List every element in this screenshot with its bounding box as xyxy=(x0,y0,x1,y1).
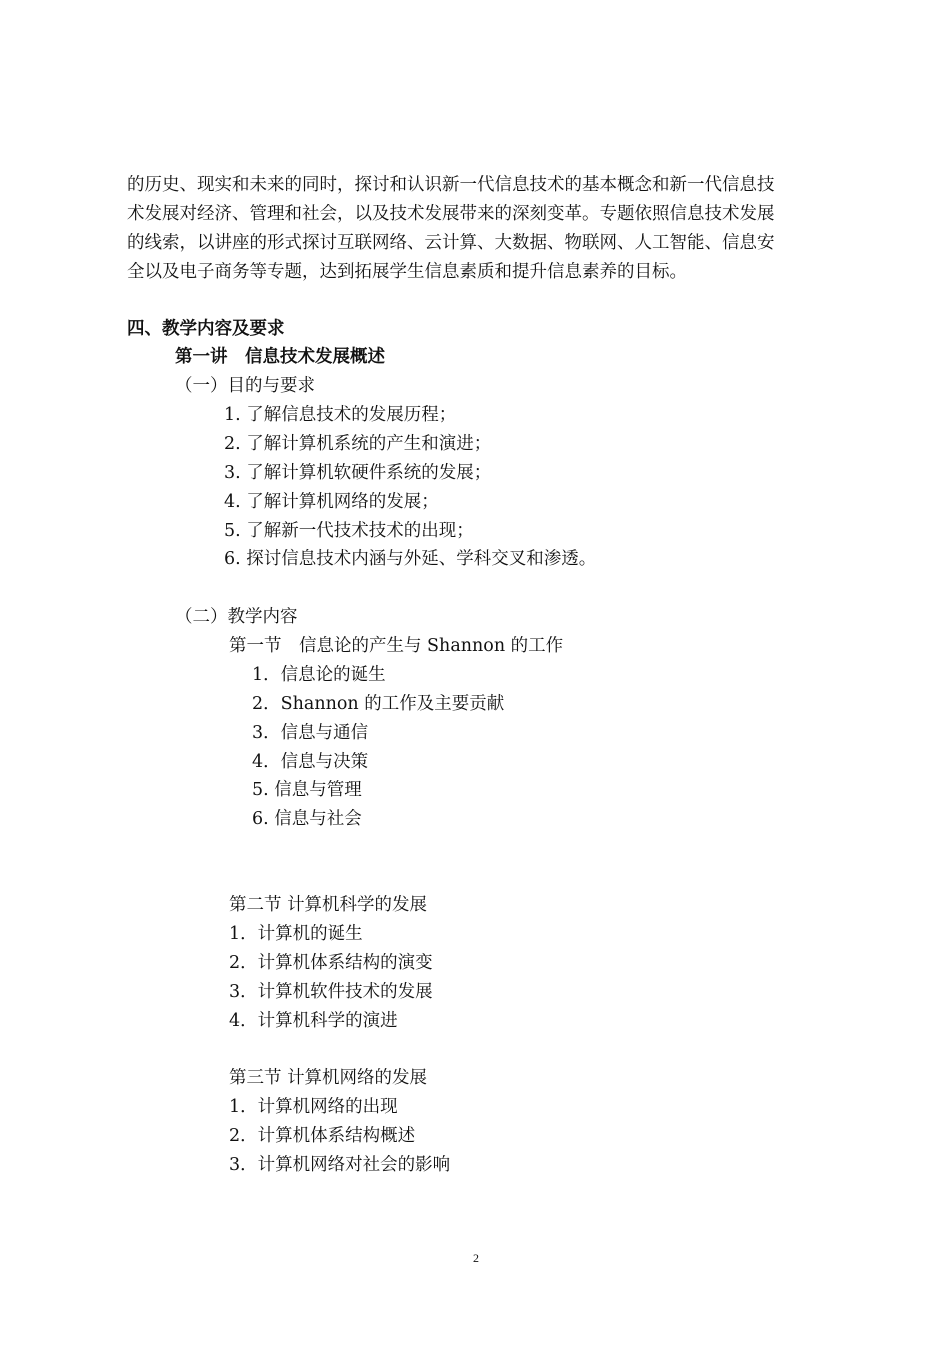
lecture-title: 第一讲 信息技术发展概述 xyxy=(175,347,385,367)
list-item: 2．Shannon 的工作及主要贡献 xyxy=(252,694,505,714)
intro-line: 的历史、现实和未来的同时，探讨和认识新一代信息技术的基本概念和新一代信息技 xyxy=(127,175,775,195)
list-item: 2．计算机体系结构的演变 xyxy=(229,953,433,973)
list-item: 4. 了解计算机网络的发展； xyxy=(224,492,439,512)
list-item: 2．计算机体系结构概述 xyxy=(229,1126,416,1146)
subsection-title: 第二节 计算机科学的发展 xyxy=(229,895,428,915)
list-item: 3．信息与通信 xyxy=(252,723,369,743)
list-item: 1．计算机的诞生 xyxy=(229,924,363,944)
list-item: 5. 信息与管理 xyxy=(252,780,362,800)
page-number: 2 xyxy=(473,1251,479,1265)
list-item: 1．计算机网络的出现 xyxy=(229,1097,398,1117)
list-item: 3．计算机软件技术的发展 xyxy=(229,982,433,1002)
content-heading: （二）教学内容 xyxy=(175,607,298,627)
intro-line: 的线索，以讲座的形式探讨互联网络、云计算、大数据、物联网、人工智能、信息安 xyxy=(127,233,775,253)
section-heading: 四、教学内容及要求 xyxy=(127,319,285,339)
intro-line: 全以及电子商务等专题，达到拓展学生信息素质和提升信息素养的目标。 xyxy=(127,262,687,282)
subsection-title: 第三节 计算机网络的发展 xyxy=(229,1068,428,1088)
list-item: 5. 了解新一代技术技术的出现； xyxy=(224,521,474,541)
list-item: 3．计算机网络对社会的影响 xyxy=(229,1155,451,1175)
list-item: 4．计算机科学的演进 xyxy=(229,1011,398,1031)
intro-line: 术发展对经济、管理和社会，以及技术发展带来的深刻变革。专题依照信息技术发展 xyxy=(127,204,775,224)
list-item: 6. 信息与社会 xyxy=(252,809,362,829)
list-item: 6. 探讨信息技术内涵与外延、学科交叉和渗透。 xyxy=(224,549,597,569)
list-item: 2. 了解计算机系统的产生和演进； xyxy=(224,434,492,454)
list-item: 4．信息与决策 xyxy=(252,752,369,772)
subsection-title: 第一节 信息论的产生与 Shannon 的工作 xyxy=(229,636,564,656)
list-item: 3. 了解计算机软硬件系统的发展； xyxy=(224,463,492,483)
list-item: 1. 了解信息技术的发展历程； xyxy=(224,405,457,425)
goals-heading: （一）目的与要求 xyxy=(175,376,315,396)
list-item: 1．信息论的诞生 xyxy=(252,665,386,685)
